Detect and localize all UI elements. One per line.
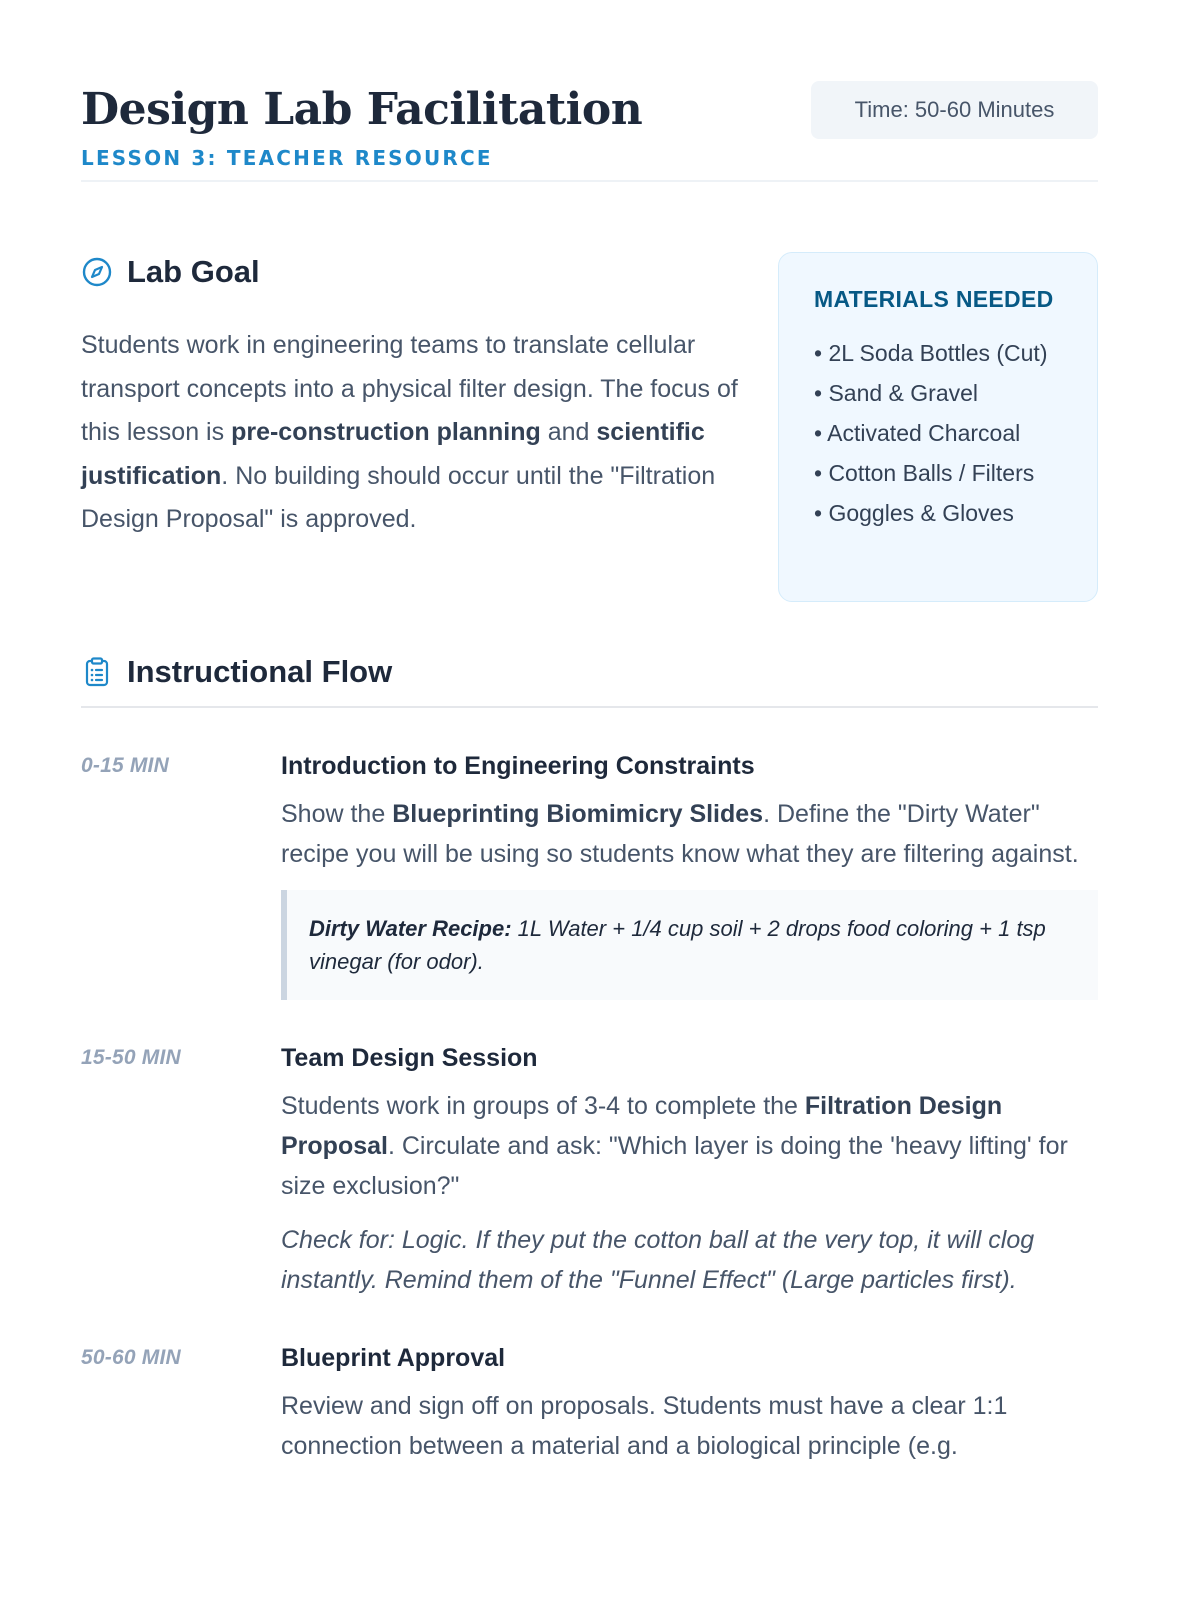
flow-step <box>81 1342 1098 1466</box>
desc-text-part: . Circulate and ask: "Which layer is doing the 'heavy lifting' for size exclusion?" <box>281 1132 1068 1200</box>
lab-goal-text <box>81 324 761 542</box>
desc-text-part: Students work in groups of 3-4 to complete the <box>281 1092 805 1120</box>
desc-emphasis: Blueprinting Biomimicry Slides <box>392 800 764 828</box>
flow-step-description: Review and sign off on proposals. Students must have a clear 1:1 connection between a material and a biological principle (e.g. <box>281 1392 1008 1460</box>
desc-text-part: Show the <box>281 800 393 828</box>
materials-list <box>814 337 1097 530</box>
header-divider <box>81 180 1098 182</box>
header <box>81 0 1098 170</box>
flow-step-title: Blueprint Approval <box>281 1344 506 1372</box>
materials-item: • Activated Charcoal <box>814 420 1021 446</box>
desc-emphasis: Filtration Design Proposal <box>281 1092 1003 1160</box>
note-label: Dirty Water Recipe: <box>309 916 512 941</box>
materials-item: • Goggles & Gloves <box>814 500 1014 526</box>
goal-text-part: and <box>540 418 597 446</box>
lab-goal-section <box>81 254 761 542</box>
flow-step-description <box>281 1086 1098 1206</box>
clipboard-icon <box>81 656 113 688</box>
dirty-water-recipe-note <box>281 890 1098 1000</box>
lab-goal-heading: Lab Goal <box>127 254 260 289</box>
goal-text-part: Students work in engineering teams to translate cellular transport concepts into a physical filter design. The focus of this lesson is <box>81 331 738 446</box>
materials-card <box>778 252 1098 602</box>
materials-item: • Cotton Balls / Filters <box>814 460 1035 486</box>
materials-item: • 2L Soda Bottles (Cut) <box>814 340 1048 366</box>
goal-emphasis: pre-construction planning <box>231 418 541 446</box>
flow-step <box>81 750 1098 1000</box>
lab-goal-header <box>81 254 761 290</box>
compass-icon <box>81 256 113 288</box>
check-for-note: Check for: Logic. If they put the cotton ball at the very top, it will clog instantly. Remind them of the "Funnel Effect" (Large particles first). <box>281 1226 1035 1294</box>
desc-text-part: . Define the "Dirty Water" recipe you will be using so students know what they are filtering against. <box>281 800 1079 868</box>
goal-text-part: . No building should occur until the "Filtration Design Proposal" is approved. <box>81 461 716 533</box>
goal-row <box>81 254 1098 636</box>
flow-step-time: 15-50 MIN <box>81 1046 181 1069</box>
flow-step-time: 50-60 MIN <box>81 1346 181 1369</box>
goal-emphasis: scientific justification <box>81 418 705 490</box>
materials-item: • Sand & Gravel <box>814 380 979 406</box>
materials-heading: MATERIALS NEEDED <box>814 286 1054 312</box>
time-badge: Time: 50-60 Minutes <box>811 81 1098 139</box>
instructional-flow-heading: Instructional Flow <box>127 654 393 689</box>
flow-step-time: 0-15 MIN <box>81 754 169 777</box>
instructional-flow-header <box>81 654 1098 708</box>
page-title: Design Lab Facilitation <box>81 84 643 135</box>
flow-step <box>81 1042 1098 1300</box>
flow-step-title: Introduction to Engineering Constraints <box>281 752 755 780</box>
page-subtitle: LESSON 3: TEACHER RESOURCE <box>81 146 493 170</box>
flow-step-title: Team Design Session <box>281 1044 538 1072</box>
flow-step-description <box>281 794 1098 874</box>
note-text: 1L Water + 1/4 cup soil + 2 drops food coloring + 1 tsp vinegar (for odor). <box>309 916 1046 974</box>
